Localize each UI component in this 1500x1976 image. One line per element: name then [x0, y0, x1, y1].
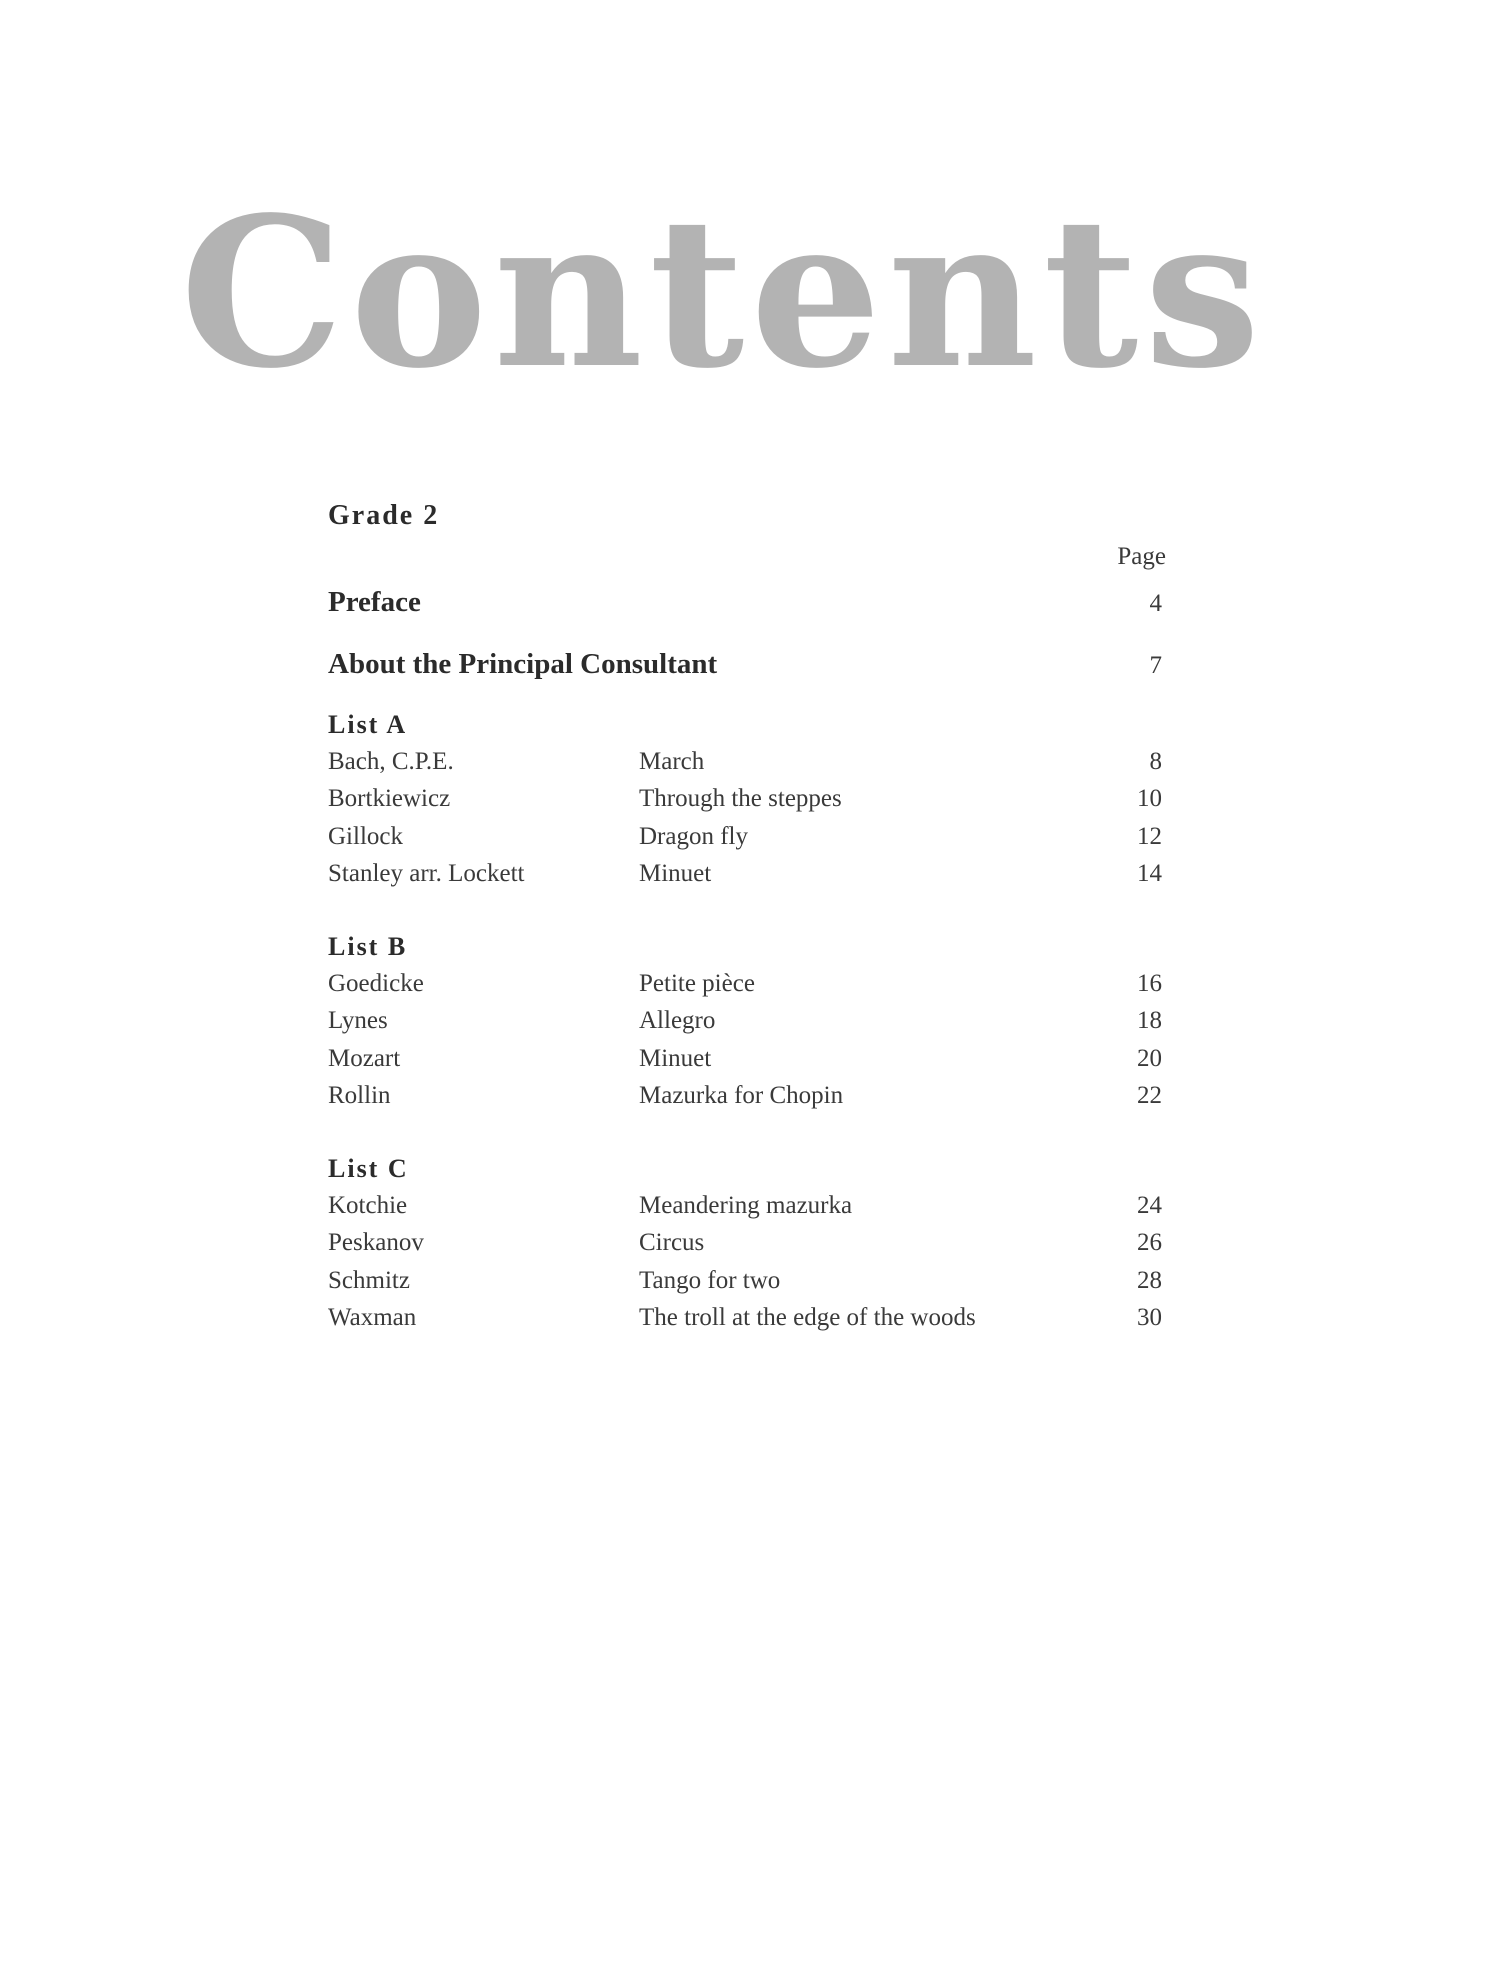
- piece-title: Mazurka for Chopin: [639, 1081, 844, 1109]
- composer-name: Waxman: [328, 1303, 417, 1331]
- table-row[interactable]: [328, 1045, 1162, 1082]
- table-row[interactable]: [328, 1267, 1162, 1304]
- table-row[interactable]: [328, 748, 1162, 785]
- page-number: 16: [1137, 970, 1162, 997]
- page-number: 30: [1137, 1303, 1162, 1331]
- page-number: 18: [1137, 1007, 1162, 1035]
- piece-title: March: [639, 748, 705, 775]
- composer-name: Bortkiewicz: [328, 785, 451, 813]
- page-number: 20: [1137, 1044, 1162, 1072]
- toc-entry-title: Preface: [328, 586, 421, 618]
- table-row[interactable]: [328, 970, 1162, 1007]
- toc-entry-about-consultant[interactable]: [328, 648, 1162, 688]
- page-number: 24: [1137, 1192, 1162, 1219]
- piece-title: Allegro: [639, 1007, 716, 1035]
- page-number: 12: [1137, 822, 1162, 850]
- piece-title: Circus: [639, 1229, 705, 1257]
- piece-title: Minuet: [639, 1044, 712, 1072]
- page-number: 14: [1137, 859, 1162, 887]
- list-heading: List A: [328, 710, 408, 739]
- table-row[interactable]: [328, 1229, 1162, 1266]
- list-b-section: [328, 932, 1162, 1119]
- toc-entry-title: About the Principal Consultant: [328, 648, 718, 680]
- toc-entry-page: 7: [1149, 652, 1162, 679]
- piece-title: Minuet: [639, 859, 712, 887]
- list-heading: List B: [328, 932, 408, 961]
- list-heading: List C: [328, 1154, 409, 1183]
- piece-title: Tango for two: [639, 1266, 781, 1294]
- table-row[interactable]: [328, 860, 1162, 897]
- table-row[interactable]: [328, 1082, 1162, 1119]
- composer-name: Bach, C.P.E.: [328, 748, 454, 775]
- composer-name: Peskanov: [328, 1229, 424, 1257]
- piece-title: Dragon fly: [639, 822, 748, 850]
- composer-name: Rollin: [328, 1081, 391, 1109]
- composer-name: Goedicke: [328, 970, 424, 997]
- page-title: Contents: [180, 172, 1267, 414]
- piece-title: Petite pièce: [639, 970, 755, 997]
- page-number: 28: [1137, 1266, 1162, 1294]
- page-number: 8: [1149, 748, 1162, 775]
- table-row[interactable]: [328, 1192, 1162, 1229]
- page-number: 26: [1137, 1229, 1162, 1257]
- composer-name: Kotchie: [328, 1192, 408, 1219]
- table-row[interactable]: [328, 785, 1162, 822]
- piece-title: Meandering mazurka: [639, 1192, 853, 1219]
- table-row[interactable]: [328, 1304, 1162, 1341]
- toc-entry-preface[interactable]: [328, 586, 1162, 626]
- table-row[interactable]: [328, 1007, 1162, 1044]
- grade-heading: Grade 2: [328, 500, 440, 531]
- composer-name: Gillock: [328, 822, 403, 850]
- piece-title: Through the steppes: [639, 785, 842, 813]
- page-number: 22: [1137, 1081, 1162, 1109]
- page-number: 10: [1137, 785, 1162, 813]
- page-column-label: Page: [1117, 543, 1166, 570]
- toc-entry-page: 4: [1149, 590, 1162, 617]
- composer-name: Schmitz: [328, 1266, 410, 1294]
- composer-name: Mozart: [328, 1044, 401, 1072]
- table-row[interactable]: [328, 823, 1162, 860]
- piece-title: The troll at the edge of the woods: [639, 1303, 976, 1331]
- composer-name: Lynes: [328, 1007, 388, 1035]
- list-a-section: [328, 710, 1162, 897]
- composer-name: Stanley arr. Lockett: [328, 859, 525, 887]
- list-c-section: [328, 1154, 1162, 1341]
